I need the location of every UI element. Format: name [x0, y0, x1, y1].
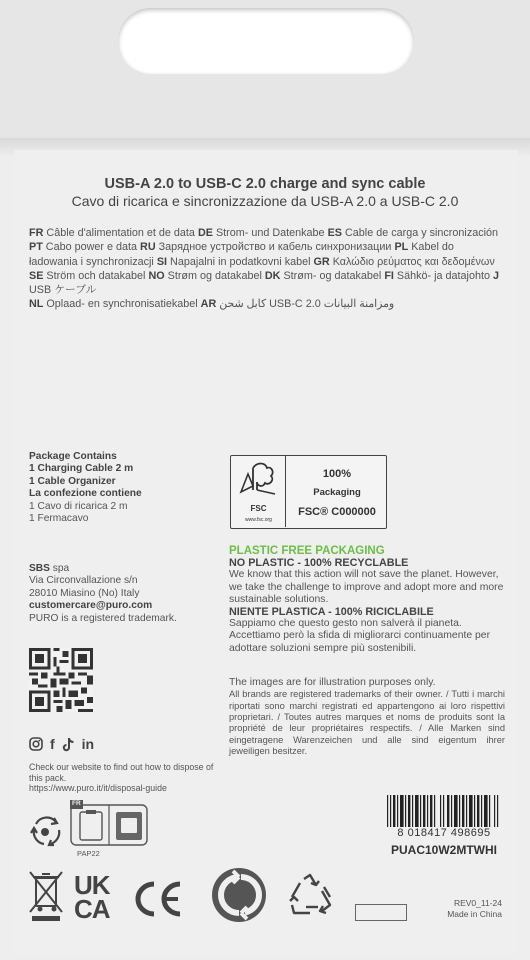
- company-name: SBS spa: [29, 563, 70, 574]
- no-plastic-body: We know that this action will not save the planet. However, we take the challenge to improve and adopt more and more sustainable solutions.: [229, 569, 504, 605]
- fsc-license-code: FSC® C000000: [298, 506, 376, 518]
- plastic-free-section: [229, 545, 505, 655]
- green-dot-icon: [211, 867, 267, 923]
- niente-plastica-title: NIENTE PLASTICA - 100% RICICLABILE: [229, 606, 434, 619]
- company-info: [29, 563, 229, 625]
- fr-tag: FR: [72, 800, 81, 807]
- product-title-it: Cavo di ricarica e sincronizzazione da USB-A 2.0 a USB-C 2.0: [71, 193, 459, 209]
- company-address: 28010 Miasino (No) Italy: [29, 587, 140, 599]
- product-title-en: USB-A 2.0 to USB-C 2.0 charge and sync cable: [104, 176, 426, 192]
- instagram-icon[interactable]: [29, 737, 43, 751]
- weee-bin-icon: [28, 868, 64, 922]
- fsc-packaging-label: Packaging: [313, 487, 361, 498]
- lot-box: [355, 904, 407, 921]
- facebook-icon[interactable]: f: [50, 736, 55, 752]
- package-item: 1 Cavo di ricarica 2 m: [29, 500, 128, 512]
- company-address: Via Circonvallazione s/n: [29, 575, 138, 587]
- package-item: 1 Fermacavo: [29, 513, 89, 525]
- trademark-disclaimer: All brands are registered trademarks of their owner. / Tutti i marchi riportati sono marchi registrati ed appartengono ai loro rispettivi proprietari. / Toutes autres marques et noms de produits sont la propriété de leur propriétaires respectifs. / Alle Marken sind eingetragene Warenzeichen und alle sind eigentum ihrer jeweiligen besitzer.: [229, 689, 505, 757]
- pap-code: PAP22: [77, 849, 100, 858]
- no-plastic-title: NO PLASTIC - 100% RECYCLABLE: [229, 557, 409, 570]
- fsc-url: www.fsc.org: [245, 517, 272, 523]
- package-contents: [29, 451, 229, 525]
- disposal-text: Check our website to find out how to dispose of this pack.: [29, 762, 214, 783]
- package-item: 1 Cable Organizer: [29, 475, 116, 487]
- social-links: [29, 736, 94, 752]
- product-sku: PUAC10W2MTWHI: [390, 843, 497, 857]
- package-contents-heading-en: Package Contains: [29, 451, 117, 462]
- hang-hole: [118, 8, 414, 74]
- fsc-percent: 100%: [322, 468, 352, 480]
- package-item: 1 Charging Cable 2 m: [29, 463, 134, 475]
- country-of-origin: Made in China: [447, 909, 502, 919]
- tiktok-icon[interactable]: [62, 737, 75, 752]
- revision-info: [430, 898, 502, 920]
- disclaimer: [229, 677, 505, 758]
- ukca-mark: UK CA: [74, 870, 110, 924]
- trademark-note: PURO is a registered trademark.: [29, 612, 177, 624]
- linkedin-icon[interactable]: in: [81, 736, 95, 752]
- fsc-logo-text: FSC: [250, 504, 267, 513]
- niente-plastica-body: Sappiamo che questo gesto non salverà il pianeta. Accettiamo però la sfida di migliorarci continuamente per adottare soluzioni sempre più sostenibili.: [229, 618, 491, 654]
- disposal-url[interactable]: https://www.puro.it/it/disposal-guide: [29, 783, 167, 794]
- barcode-digits: 8 018417 498695: [383, 827, 505, 839]
- support-email: customercare@puro.com: [29, 600, 153, 612]
- qr-code: [29, 648, 93, 712]
- multilingual-description: FR Câble d'alimentation et de data DE Strom- und Datenkabe ES Cable de carga y sincronización PT Cabo power e data RU Зарядное устройство и кабель синхронизации PL Kabel do ładowania i synchronizacji SI Napajalni in podatkovni kabel GR Καλώδιο ρεύματος και δεδομένων SE Ström och datakabel NO Strøm og datakabel DK Strøm- og datakabel FI Sähkö- ja datajohto J USB ケーブル NL Oplaad- en synchronisatiekabel AR كابل شحن USB-C 2.0 ومزامنة البيانات: [29, 227, 499, 311]
- triman-recycle-icon: [28, 814, 68, 850]
- plastic-free-heading: PLASTIC FREE PACKAGING: [229, 545, 385, 557]
- sorting-info-box: [70, 800, 150, 846]
- revision-code: REV0_11-24: [453, 898, 502, 908]
- recycle-icon: [286, 871, 338, 919]
- fsc-tree-icon: [231, 456, 286, 504]
- fsc-certification-box: [230, 455, 387, 529]
- package-contents-heading-it: La confezione contiene: [29, 488, 142, 500]
- illustration-note: The images are for illustration purposes only.: [229, 677, 436, 688]
- ce-mark: [134, 880, 186, 918]
- disposal-info: [29, 762, 219, 794]
